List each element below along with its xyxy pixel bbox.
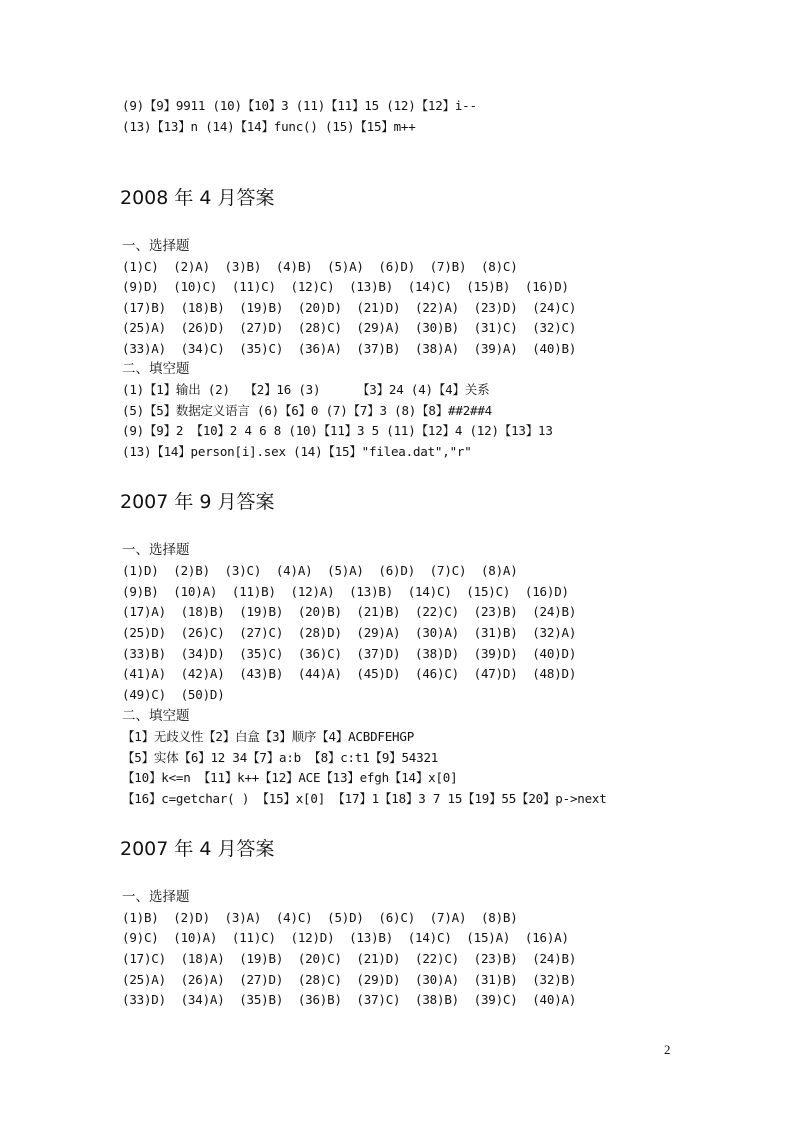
choice-row: (1)B) (2)D) (3)A) (4)C) (5)D) (6)C) (7)A) (8)B) bbox=[122, 910, 518, 925]
fill-row: 【10】k<=n 【11】k++【12】ACE【13】efgh【14】x[0] bbox=[122, 770, 458, 785]
choice-row: (25)A) (26)D) (27)D) (28)C) (29)A) (30)B) (31)C) (32)C) bbox=[122, 320, 577, 335]
choice-row: (1)C) (2)A) (3)B) (4)B) (5)A) (6)D) (7)B) (8)C) bbox=[122, 259, 518, 274]
choice-row: (17)C) (18)A) (19)B) (20)C) (21)D) (22)C) (23)B) (24)B) bbox=[122, 951, 577, 966]
section-title: 2007 年 9 月答案 bbox=[120, 491, 275, 513]
fill-row: 【16】c=getchar( ) 【15】x[0] 【17】1【18】3 7 15【19】55【20】p->next bbox=[122, 791, 607, 806]
choice-label: 一、选择题 bbox=[122, 889, 190, 905]
fill-row: (5)【5】数据定义语言 (6)【6】0 (7)【7】3 (8)【8】##2##4 bbox=[122, 403, 492, 418]
page-number: 2 bbox=[664, 1042, 671, 1057]
choice-row: (1)D) (2)B) (3)C) (4)A) (5)A) (6)D) (7)C) (8)A) bbox=[122, 563, 518, 578]
fill-row: (13)【14】person[i].sex (14)【15】"filea.dat","r" bbox=[122, 444, 472, 459]
choice-row: (33)B) (34)D) (35)C) (36)C) (37)D) (38)D) (39)D) (40)D) bbox=[122, 646, 577, 661]
choice-row: (25)D) (26)C) (27)C) (28)D) (29)A) (30)A) (31)B) (32)A) bbox=[122, 625, 577, 640]
fill-row: (1)【1】输出 (2) 【2】16 (3) 【3】24 (4)【4】关系 bbox=[122, 382, 490, 397]
fill-label: 二、填空题 bbox=[122, 361, 190, 377]
choice-row: (33)D) (34)A) (35)B) (36)B) (37)C) (38)B) (39)C) (40)A) bbox=[122, 992, 577, 1007]
choice-row: (25)A) (26)A) (27)D) (28)C) (29)D) (30)A) (31)B) (32)B) bbox=[122, 972, 577, 987]
fill-row: 【1】无歧义性【2】白盒【3】顺序【4】ACBDFEHGP bbox=[122, 729, 415, 744]
choice-row: (9)C) (10)A) (11)C) (12)D) (13)B) (14)C) (15)A) (16)A) bbox=[122, 930, 569, 945]
fill-label: 二、填空题 bbox=[122, 708, 190, 724]
choice-row: (9)D) (10)C) (11)C) (12)C) (13)B) (14)C) (15)B) (16)D) bbox=[122, 279, 569, 294]
fill-row: (9)【9】2 【10】2 4 6 8 (10)【11】3 5 (11)【12】4 (12)【13】13 bbox=[122, 423, 553, 438]
choice-row: (33)A) (34)C) (35)C) (36)A) (37)B) (38)A) (39)A) (40)B) bbox=[122, 341, 577, 356]
choice-row: (49)C) (50)D) bbox=[122, 687, 225, 702]
choice-row: (17)A) (18)B) (19)B) (20)B) (21)B) (22)C) (23)B) (24)B) bbox=[122, 604, 577, 619]
choice-row: (41)A) (42)A) (43)B) (44)A) (45)D) (46)C) (47)D) (48)D) bbox=[122, 666, 577, 681]
answer-line: (13)【13】n (14)【14】func() (15)【15】m++ bbox=[122, 119, 416, 134]
section-title: 2008 年 4 月答案 bbox=[120, 187, 275, 209]
fill-row: 【5】实体【6】12 34【7】a:b 【8】c:t1【9】54321 bbox=[122, 750, 439, 765]
choice-label: 一、选择题 bbox=[122, 238, 190, 254]
answer-line: (9)【9】9911 (10)【10】3 (11)【11】15 (12)【12】i-- bbox=[122, 98, 477, 113]
section-title: 2007 年 4 月答案 bbox=[120, 838, 275, 860]
choice-label: 一、选择题 bbox=[122, 542, 190, 558]
choice-row: (9)B) (10)A) (11)B) (12)A) (13)B) (14)C) (15)C) (16)D) bbox=[122, 584, 569, 599]
choice-row: (17)B) (18)B) (19)B) (20)D) (21)D) (22)A) (23)D) (24)C) bbox=[122, 300, 577, 315]
